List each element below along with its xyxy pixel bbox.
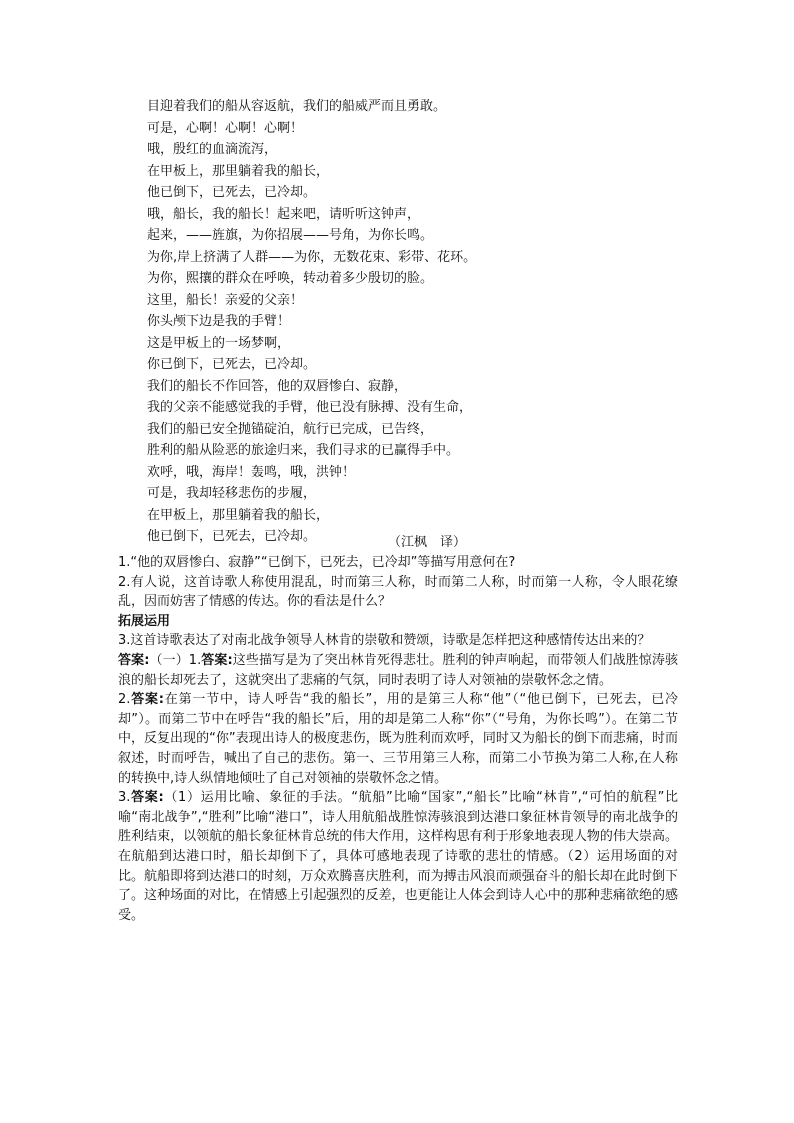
question-3: 3.这首诗歌表达了对南北战争领导人林肯的崇敬和赞颂，诗歌是怎样把这种感情传达出来的？: [118, 633, 651, 649]
poem-line: 这是甲板上的一场梦啊，: [147, 335, 291, 351]
poem-line: 起来，——旌旗，为你招展——号角，为你长鸣。: [147, 228, 434, 243]
poem-line: 我们的船长不作回答，他的双唇惨白、寂静，: [147, 378, 408, 394]
question-2: 2.有人说，这首诗歌人称使用混乱，时而第三人称，时而第二人称，时而第一人称，令人眼花缭乱，因而妨害了情感的传达。你的看法是什么？: [118, 574, 678, 610]
answer-1-label: 答案:: [201, 652, 233, 668]
answer-2-label: 答案:: [130, 692, 164, 708]
poem-line: 哦，船长，我的船长！起来吧，请听听这钟声，: [147, 206, 421, 222]
poem-line: 这里，船长！亲爱的父亲！: [147, 292, 304, 308]
poem-line: 胜利的船从险恶的旅途归来，我们寻求的已赢得手中。: [147, 443, 460, 458]
answer-3: [118, 788, 678, 925]
poem-line: 你头颅下边是我的手臂！: [147, 314, 291, 329]
poem-line: 你已倒下，已死去，已冷却。: [147, 357, 317, 372]
poem-line: 目迎着我们的船从容返航，我们的船威严而且勇敢。: [147, 99, 447, 114]
answer-3-text: （1）运用比喻、象征的手法。“航船”比喻“国家”,“船长”比喻“林肯”,“可怕的航程”比喻“南北战争”,“胜利”比喻“港口”，诗人用航船战胜惊涛骇浪到达港口象征林肯领导的南北战争的胜利结束，以领航的船长象征林肯总统的伟大作用，这样构思有利于形象地表现人物的伟大崇高。在航船到达港口时，船长却倒下了，具体可感地表现了诗歌的悲壮的情感。（2）运用场面的对比。航船即将到达港口的时刻，万众欢腾喜庆胜利，而为搏击风浪而顽强奋斗的船长却在此时倒下了。这种场面的对比，在情感上引起强烈的反差，也更能让人体会到诗人心中的那种悲痛欲绝的感受。: [118, 790, 678, 923]
answer-1-text: 这些描写是为了突出林肯死得悲壮。胜利的钟声响起，而带领人们战胜惊涛骇浪的船长却死去了，这就突出了悲痛的气氛，同时表明了诗人对领袖的崇敬怀念之情。: [118, 652, 679, 688]
translator-name: （江枫 译）: [387, 535, 466, 550]
questions-answers: [118, 553, 678, 925]
poem-line: 在甲板上，那里躺着我的船长，: [147, 507, 330, 523]
poem-line: 为你，熙攘的群众在呼唤，转动着多少殷切的脸。: [147, 271, 434, 286]
poem-line: 可是，心啊！心啊！心啊！: [147, 120, 304, 136]
poem-line: 我的父亲不能感觉我的手臂，他已没有脉搏、没有生命，: [147, 400, 473, 415]
answer-1: [118, 651, 678, 690]
poem-line: 哦，殷红的血滴流泻，: [147, 142, 278, 157]
translator-credit: [0, 534, 794, 552]
poem-line: 欢呼，哦，海岸！轰鸣，哦，洪钟！: [147, 464, 356, 480]
answer-1-prefix: （一）1.: [149, 652, 202, 668]
poem-line: 可是，我却轻移悲伤的步履，: [147, 486, 317, 501]
poem-line: 我们的船已安全抛锚碇泊，航行已完成，已告终，: [147, 421, 434, 437]
answer-3-label: 答案:: [130, 790, 164, 806]
poem-line: 为你,岸上挤满了人群——为你，无数花束、彩带、花环。: [147, 249, 477, 265]
answer-2: [118, 690, 678, 788]
answer-2-prefix: 2.: [118, 692, 131, 708]
poem-text: [147, 96, 707, 548]
answer-3-prefix: 3.: [118, 790, 131, 806]
question-1: 1.“他的双唇惨白、寂静”“已倒下，已死去，已冷却”等描写用意何在?: [118, 555, 516, 570]
poem-line: 他已倒下，已死去，已冷却。: [147, 185, 317, 200]
section-title: 拓展运用: [118, 613, 171, 629]
answer-1-outer-label: 答案:: [118, 652, 150, 668]
answer-2-text: 在第一节中，诗人呼告“我的船长”，用的是第三人称“他”（“他已倒下，已死去，已冷却”）。而第二节中在呼告“我的船长”后，用的却是第二人称“你”（“号角，为你长鸣”）。在第二节中，反复出现的“你”表现出诗人的极度悲伤，既为胜利而欢呼，同时又为船长的倒下而悲痛，时而叙述，时而呼告，喊出了自己的悲伤。第一、三节用第三人称，而第二小节换为第二人称,在人称的转换中,诗人纵情地倾吐了自己对领袖的崇敬怀念之情。: [118, 692, 678, 786]
poem-line: 他已倒下，已死去，已冷却。: [147, 529, 317, 544]
poem-line: 在甲板上，那里躺着我的船长，: [147, 163, 330, 179]
